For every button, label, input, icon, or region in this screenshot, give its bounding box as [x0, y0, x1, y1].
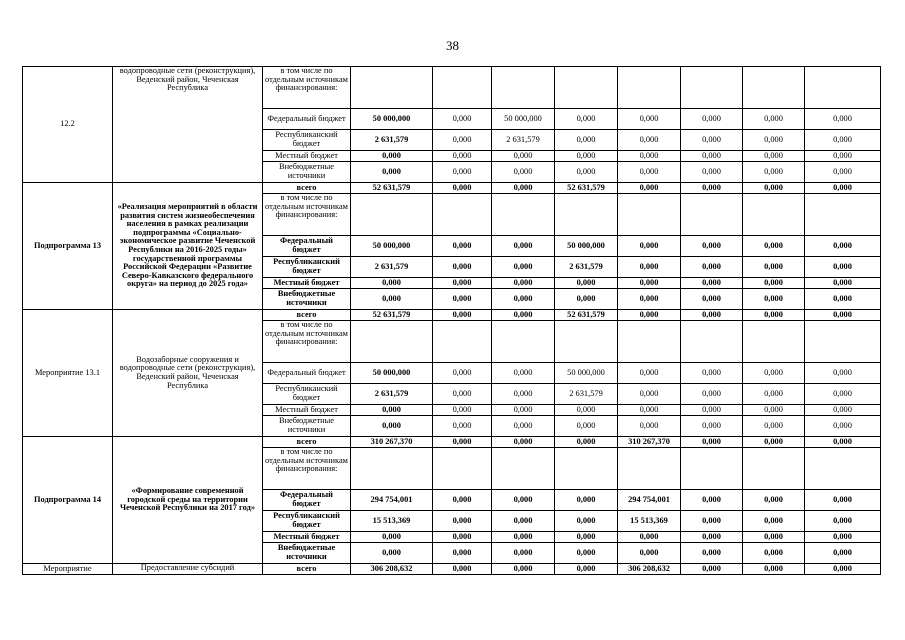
amount-cell [618, 448, 681, 490]
amount-cell: 0,000 [351, 416, 433, 437]
amount-cell: 0,000 [743, 310, 805, 321]
amount-cell: 0,000 [433, 384, 492, 405]
amount-cell: 0,000 [492, 511, 555, 532]
amount-cell: 0,000 [555, 278, 618, 289]
amount-cell: 2 631,579 [351, 257, 433, 278]
amount-cell: 0,000 [618, 416, 681, 437]
amount-cell: 52 631,579 [351, 183, 433, 194]
amount-cell: 0,000 [433, 310, 492, 321]
funding-source: Республиканский бюджет [263, 257, 351, 278]
amount-cell: 0,000 [618, 151, 681, 162]
item-code: Мероприятие 13.1 [23, 310, 113, 437]
amount-cell: 0,000 [743, 564, 805, 575]
amount-cell [743, 194, 805, 236]
amount-cell: 0,000 [351, 278, 433, 289]
amount-cell: 0,000 [492, 405, 555, 416]
amount-cell: 2 631,579 [492, 130, 555, 151]
amount-cell: 0,000 [618, 183, 681, 194]
amount-cell: 0,000 [743, 130, 805, 151]
funding-source: Республиканский бюджет [263, 130, 351, 151]
amount-cell [433, 194, 492, 236]
amount-cell [351, 448, 433, 490]
amount-cell: 294 754,001 [618, 490, 681, 511]
amount-cell: 0,000 [681, 416, 743, 437]
amount-cell: 50 000,000 [351, 236, 433, 257]
amount-cell: 0,000 [743, 257, 805, 278]
amount-cell: 0,000 [805, 162, 881, 183]
amount-cell: 0,000 [743, 532, 805, 543]
amount-cell: 0,000 [555, 162, 618, 183]
amount-cell: 0,000 [555, 109, 618, 130]
amount-cell: 0,000 [681, 162, 743, 183]
amount-cell: 0,000 [681, 236, 743, 257]
amount-cell [555, 194, 618, 236]
amount-cell [805, 321, 881, 363]
amount-cell [555, 67, 618, 109]
amount-cell: 0,000 [492, 416, 555, 437]
amount-cell: 0,000 [805, 543, 881, 564]
amount-cell: 0,000 [681, 384, 743, 405]
amount-cell: 0,000 [618, 384, 681, 405]
table-row [23, 564, 881, 575]
amount-cell: 0,000 [681, 543, 743, 564]
amount-cell [743, 448, 805, 490]
amount-cell: 0,000 [805, 278, 881, 289]
amount-cell: 310 267,370 [618, 437, 681, 448]
funding-source: Федеральный бюджет [263, 236, 351, 257]
amount-cell: 0,000 [433, 543, 492, 564]
item-code: 12.2 [23, 67, 113, 183]
amount-cell: 0,000 [805, 236, 881, 257]
amount-cell [492, 321, 555, 363]
amount-cell: 2 631,579 [555, 384, 618, 405]
amount-cell: 0,000 [681, 310, 743, 321]
amount-cell: 0,000 [492, 162, 555, 183]
amount-cell: 0,000 [743, 289, 805, 310]
amount-cell: 0,000 [805, 257, 881, 278]
amount-cell: 0,000 [492, 183, 555, 194]
amount-cell: 0,000 [805, 564, 881, 575]
amount-cell: 0,000 [805, 363, 881, 384]
amount-cell: 0,000 [492, 384, 555, 405]
amount-cell [492, 67, 555, 109]
amount-cell: 0,000 [681, 151, 743, 162]
amount-cell: 0,000 [681, 257, 743, 278]
amount-cell: 0,000 [743, 278, 805, 289]
amount-cell: 0,000 [618, 363, 681, 384]
amount-cell: 0,000 [743, 109, 805, 130]
funding-source: Местный бюджет [263, 151, 351, 162]
amount-cell: 0,000 [433, 109, 492, 130]
amount-cell: 0,000 [618, 289, 681, 310]
budget-table-body [23, 67, 881, 575]
amount-cell: 0,000 [805, 183, 881, 194]
funding-source: Внебюджетные источники [263, 416, 351, 437]
amount-cell: 0,000 [805, 490, 881, 511]
amount-cell: 0,000 [433, 532, 492, 543]
amount-cell: 0,000 [555, 543, 618, 564]
amount-cell: 0,000 [805, 310, 881, 321]
amount-cell: 306 208,632 [618, 564, 681, 575]
amount-cell: 0,000 [433, 278, 492, 289]
amount-cell: 0,000 [555, 416, 618, 437]
funding-source: в том числе по отдельным источникам финансирования: [263, 321, 351, 363]
funding-source: Республиканский бюджет [263, 384, 351, 405]
amount-cell [492, 448, 555, 490]
table-row [23, 310, 881, 321]
item-code: Подпрограмма 14 [23, 437, 113, 564]
amount-cell: 0,000 [618, 405, 681, 416]
amount-cell: 0,000 [351, 543, 433, 564]
amount-cell: 0,000 [681, 511, 743, 532]
item-code: Подпрограмма 13 [23, 183, 113, 310]
amount-cell [351, 194, 433, 236]
amount-cell: 0,000 [618, 532, 681, 543]
amount-cell: 0,000 [351, 532, 433, 543]
amount-cell: 0,000 [743, 437, 805, 448]
table-row [23, 183, 881, 194]
amount-cell: 0,000 [681, 183, 743, 194]
amount-cell: 0,000 [492, 437, 555, 448]
amount-cell [805, 448, 881, 490]
amount-cell [681, 448, 743, 490]
budget-table [22, 66, 881, 575]
amount-cell: 0,000 [492, 532, 555, 543]
amount-cell: 0,000 [433, 405, 492, 416]
amount-cell [618, 194, 681, 236]
funding-source: в том числе по отдельным источникам финансирования: [263, 448, 351, 490]
amount-cell [805, 194, 881, 236]
amount-cell: 0,000 [433, 490, 492, 511]
amount-cell: 0,000 [681, 109, 743, 130]
amount-cell: 0,000 [433, 437, 492, 448]
amount-cell: 15 513,369 [351, 511, 433, 532]
amount-cell: 0,000 [555, 151, 618, 162]
amount-cell: 0,000 [492, 278, 555, 289]
amount-cell: 50 000,000 [555, 236, 618, 257]
amount-cell: 0,000 [681, 363, 743, 384]
amount-cell: 0,000 [743, 384, 805, 405]
amount-cell: 0,000 [618, 278, 681, 289]
funding-source: всего [263, 183, 351, 194]
amount-cell: 0,000 [618, 162, 681, 183]
amount-cell: 0,000 [492, 543, 555, 564]
amount-cell: 0,000 [433, 183, 492, 194]
amount-cell: 0,000 [433, 511, 492, 532]
amount-cell: 0,000 [433, 162, 492, 183]
amount-cell: 0,000 [618, 543, 681, 564]
amount-cell [618, 67, 681, 109]
amount-cell: 0,000 [681, 532, 743, 543]
amount-cell: 0,000 [743, 363, 805, 384]
amount-cell: 0,000 [681, 564, 743, 575]
amount-cell: 0,000 [433, 363, 492, 384]
amount-cell [555, 448, 618, 490]
amount-cell [433, 67, 492, 109]
funding-source: в том числе по отдельным источникам финансирования: [263, 194, 351, 236]
funding-source: Федеральный бюджет [263, 490, 351, 511]
amount-cell: 306 208,632 [351, 564, 433, 575]
funding-source: Федеральный бюджет [263, 109, 351, 130]
table-row [23, 437, 881, 448]
amount-cell [681, 67, 743, 109]
amount-cell: 0,000 [681, 490, 743, 511]
amount-cell [743, 321, 805, 363]
item-name: Водозаборные сооружения и водопроводные сети (реконструкция), Веденский район, Чеченская Республика [113, 310, 263, 437]
amount-cell: 0,000 [433, 257, 492, 278]
amount-cell: 0,000 [805, 416, 881, 437]
amount-cell: 0,000 [805, 437, 881, 448]
funding-source: Внебюджетные источники [263, 289, 351, 310]
amount-cell: 0,000 [492, 236, 555, 257]
amount-cell: 0,000 [351, 405, 433, 416]
amount-cell [433, 321, 492, 363]
amount-cell: 0,000 [743, 490, 805, 511]
table-row [23, 67, 881, 109]
funding-source: Местный бюджет [263, 278, 351, 289]
funding-source: всего [263, 564, 351, 575]
amount-cell: 0,000 [555, 437, 618, 448]
amount-cell: 0,000 [555, 564, 618, 575]
funding-source: Республиканский бюджет [263, 511, 351, 532]
amount-cell: 0,000 [492, 564, 555, 575]
amount-cell: 0,000 [351, 289, 433, 310]
funding-source: в том числе по отдельным источникам финансирования: [263, 67, 351, 109]
amount-cell: 0,000 [805, 109, 881, 130]
amount-cell: 0,000 [805, 532, 881, 543]
item-name: «Реализация мероприятий в области развития систем жизнеобеспечения населения в рамках реализации подпрограммы «Социально-экономическое развитие Чеченской Республики на 2016-2025 годы» государственной программы Российской Федерации «Развитие Северо-Кавказского федерального округа» на период до 2025 года» [113, 183, 263, 310]
amount-cell: 50 000,000 [351, 109, 433, 130]
amount-cell: 310 267,370 [351, 437, 433, 448]
amount-cell: 0,000 [618, 310, 681, 321]
amount-cell: 0,000 [805, 289, 881, 310]
funding-source: Внебюджетные источники [263, 162, 351, 183]
amount-cell: 0,000 [618, 236, 681, 257]
amount-cell: 0,000 [555, 511, 618, 532]
amount-cell: 0,000 [805, 405, 881, 416]
amount-cell: 0,000 [492, 490, 555, 511]
amount-cell [681, 194, 743, 236]
amount-cell: 0,000 [555, 532, 618, 543]
amount-cell: 0,000 [618, 257, 681, 278]
amount-cell: 0,000 [681, 278, 743, 289]
amount-cell: 0,000 [351, 151, 433, 162]
amount-cell: 0,000 [433, 416, 492, 437]
amount-cell: 0,000 [555, 130, 618, 151]
amount-cell [618, 321, 681, 363]
amount-cell: 0,000 [805, 384, 881, 405]
funding-source: Местный бюджет [263, 532, 351, 543]
amount-cell: 0,000 [492, 151, 555, 162]
amount-cell: 2 631,579 [351, 384, 433, 405]
amount-cell: 2 631,579 [351, 130, 433, 151]
amount-cell: 52 631,579 [351, 310, 433, 321]
amount-cell: 50 000,000 [492, 109, 555, 130]
amount-cell: 0,000 [743, 236, 805, 257]
amount-cell: 0,000 [555, 289, 618, 310]
amount-cell: 0,000 [743, 543, 805, 564]
amount-cell [351, 321, 433, 363]
amount-cell: 0,000 [492, 363, 555, 384]
amount-cell [492, 194, 555, 236]
amount-cell [555, 321, 618, 363]
amount-cell [433, 448, 492, 490]
amount-cell: 15 513,369 [618, 511, 681, 532]
amount-cell: 0,000 [681, 405, 743, 416]
amount-cell: 50 000,000 [351, 363, 433, 384]
amount-cell: 0,000 [492, 310, 555, 321]
amount-cell: 0,000 [743, 183, 805, 194]
amount-cell [805, 67, 881, 109]
amount-cell: 2 631,579 [555, 257, 618, 278]
item-name: Предоставление субсидий [113, 564, 263, 575]
amount-cell: 0,000 [743, 511, 805, 532]
funding-source: Внебюджетные источники [263, 543, 351, 564]
funding-source: всего [263, 437, 351, 448]
amount-cell: 0,000 [433, 564, 492, 575]
item-name: водопроводные сети (реконструкция), Веденский район, Чеченская Республика [113, 67, 263, 183]
amount-cell: 0,000 [618, 109, 681, 130]
item-name: «Формирование современной городской среды на территории Чеченской Республики на 2017 год» [113, 437, 263, 564]
amount-cell: 52 631,579 [555, 310, 618, 321]
amount-cell: 0,000 [433, 289, 492, 310]
funding-source: всего [263, 310, 351, 321]
amount-cell: 0,000 [433, 151, 492, 162]
funding-source: Местный бюджет [263, 405, 351, 416]
amount-cell: 294 754,001 [351, 490, 433, 511]
amount-cell: 0,000 [681, 437, 743, 448]
amount-cell: 0,000 [681, 130, 743, 151]
amount-cell: 50 000,000 [555, 363, 618, 384]
amount-cell: 0,000 [492, 289, 555, 310]
item-code: Мероприятие [23, 564, 113, 575]
amount-cell: 0,000 [743, 405, 805, 416]
amount-cell: 0,000 [805, 511, 881, 532]
amount-cell: 0,000 [743, 162, 805, 183]
amount-cell: 0,000 [555, 405, 618, 416]
amount-cell: 0,000 [555, 490, 618, 511]
amount-cell: 0,000 [743, 151, 805, 162]
amount-cell [743, 67, 805, 109]
amount-cell: 52 631,579 [555, 183, 618, 194]
amount-cell: 0,000 [351, 162, 433, 183]
amount-cell: 0,000 [433, 236, 492, 257]
amount-cell [351, 67, 433, 109]
amount-cell: 0,000 [681, 289, 743, 310]
page-number: 38 [446, 38, 459, 53]
amount-cell: 0,000 [743, 416, 805, 437]
amount-cell: 0,000 [805, 130, 881, 151]
amount-cell: 0,000 [618, 130, 681, 151]
amount-cell [681, 321, 743, 363]
amount-cell: 0,000 [433, 130, 492, 151]
amount-cell: 0,000 [492, 257, 555, 278]
funding-source: Федеральный бюджет [263, 363, 351, 384]
amount-cell: 0,000 [805, 151, 881, 162]
